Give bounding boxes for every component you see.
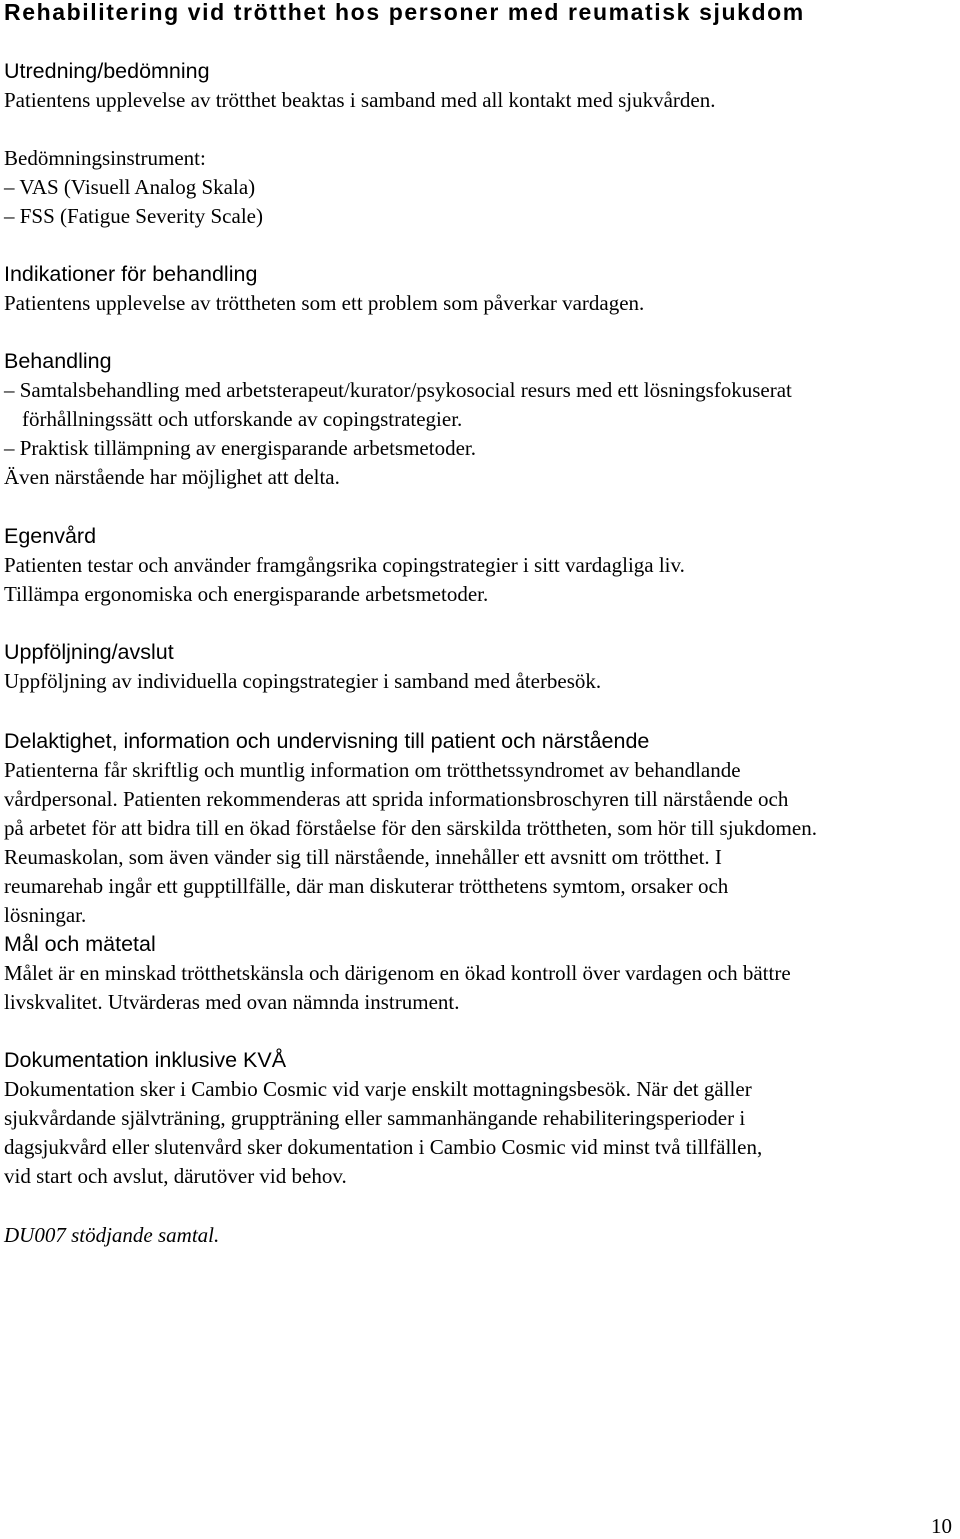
behandling-line: – Praktisk tillämpning av energisparande arbetsmetoder.	[4, 436, 476, 460]
utredning-line: – VAS (Visuell Analog Skala)	[4, 175, 256, 199]
dokumentation-line: Dokumentation sker i Cambio Cosmic vid varje enskilt mottagningsbesök. När det gäller	[4, 1077, 752, 1101]
page-number: 10	[931, 1514, 952, 1538]
delaktighet-line: Reumaskolan, som även vänder sig till närstående, innehåller ett avsnitt om trötthet. I	[4, 845, 722, 869]
delaktighet-line: Patienterna får skriftlig och muntlig information om trötthetssyndromet av behandlande	[4, 758, 741, 782]
heading-indikationer: Indikationer för behandling	[4, 262, 258, 286]
dokumentation-line: sjukvårdande självträning, gruppträning eller sammanhängande rehabiliteringsperioder i	[4, 1106, 746, 1130]
dokumentation-line: vid start och avslut, därutöver vid behov.	[4, 1164, 347, 1188]
heading-behandling: Behandling	[4, 349, 112, 373]
delaktighet-line: vårdpersonal. Patienten rekommenderas att sprida informationsbroschyren till närstående och	[4, 787, 789, 811]
utredning-line: Bedömningsinstrument:	[4, 146, 206, 170]
heading-dokumentation: Dokumentation inklusive KVÅ	[4, 1048, 287, 1072]
behandling-line: förhållningssätt och utforskande av copingstrategier.	[22, 407, 463, 431]
uppfoljning-line: Uppföljning av individuella copingstrategier i samband med återbesök.	[4, 669, 602, 693]
delaktighet-line: på arbetet för att bidra till en ökad förståelse för den särskilda tröttheten, som hör till sjukdomen.	[4, 816, 817, 840]
heading-uppfoljning: Uppföljning/avslut	[4, 640, 174, 664]
behandling-line: – Samtalsbehandling med arbetsterapeut/kurator/psykosocial resurs med ett lösningsfokuserat	[4, 378, 792, 402]
delaktighet-line: reumarehab ingår ett gupptillfälle, där man diskuterar trötthetens symtom, orsaker och	[4, 874, 729, 898]
mal-line: Målet är en minskad trötthetskänsla och därigenom en ökad kontroll över vardagen och bättre	[4, 961, 791, 985]
mal-line: livskvalitet. Utvärderas med ovan nämnda instrument.	[4, 990, 460, 1014]
utredning-line: – FSS (Fatigue Severity Scale)	[4, 204, 263, 228]
utredning-line: Patientens upplevelse av trötthet beaktas i samband med all kontakt med sjukvården.	[4, 88, 716, 112]
behandling-line: Även närstående har möjlighet att delta.	[4, 465, 340, 489]
heading-delaktighet: Delaktighet, information och undervisning till patient och närstående	[4, 729, 650, 753]
indikationer-line: Patientens upplevelse av tröttheten som ett problem som påverkar vardagen.	[4, 291, 645, 315]
heading-utredning: Utredning/bedömning	[4, 59, 210, 83]
delaktighet-line: lösningar.	[4, 903, 87, 927]
dokumentation-line: dagsjukvård eller slutenvård sker dokumentation i Cambio Cosmic vid minst två tillfällen,	[4, 1135, 763, 1159]
heading-mal: Mål och mätetal	[4, 932, 156, 956]
heading-egenvard: Egenvård	[4, 524, 97, 548]
kva-code: DU007 stödjande samtal.	[4, 1223, 220, 1247]
egenvard-line: Tillämpa ergonomiska och energisparande arbetsmetoder.	[4, 582, 489, 606]
document-title: Rehabilitering vid trötthet hos personer med reumatisk sjukdom	[4, 0, 805, 25]
egenvard-line: Patienten testar och använder framgångsrika copingstrategier i sitt vardagliga liv.	[4, 553, 685, 577]
